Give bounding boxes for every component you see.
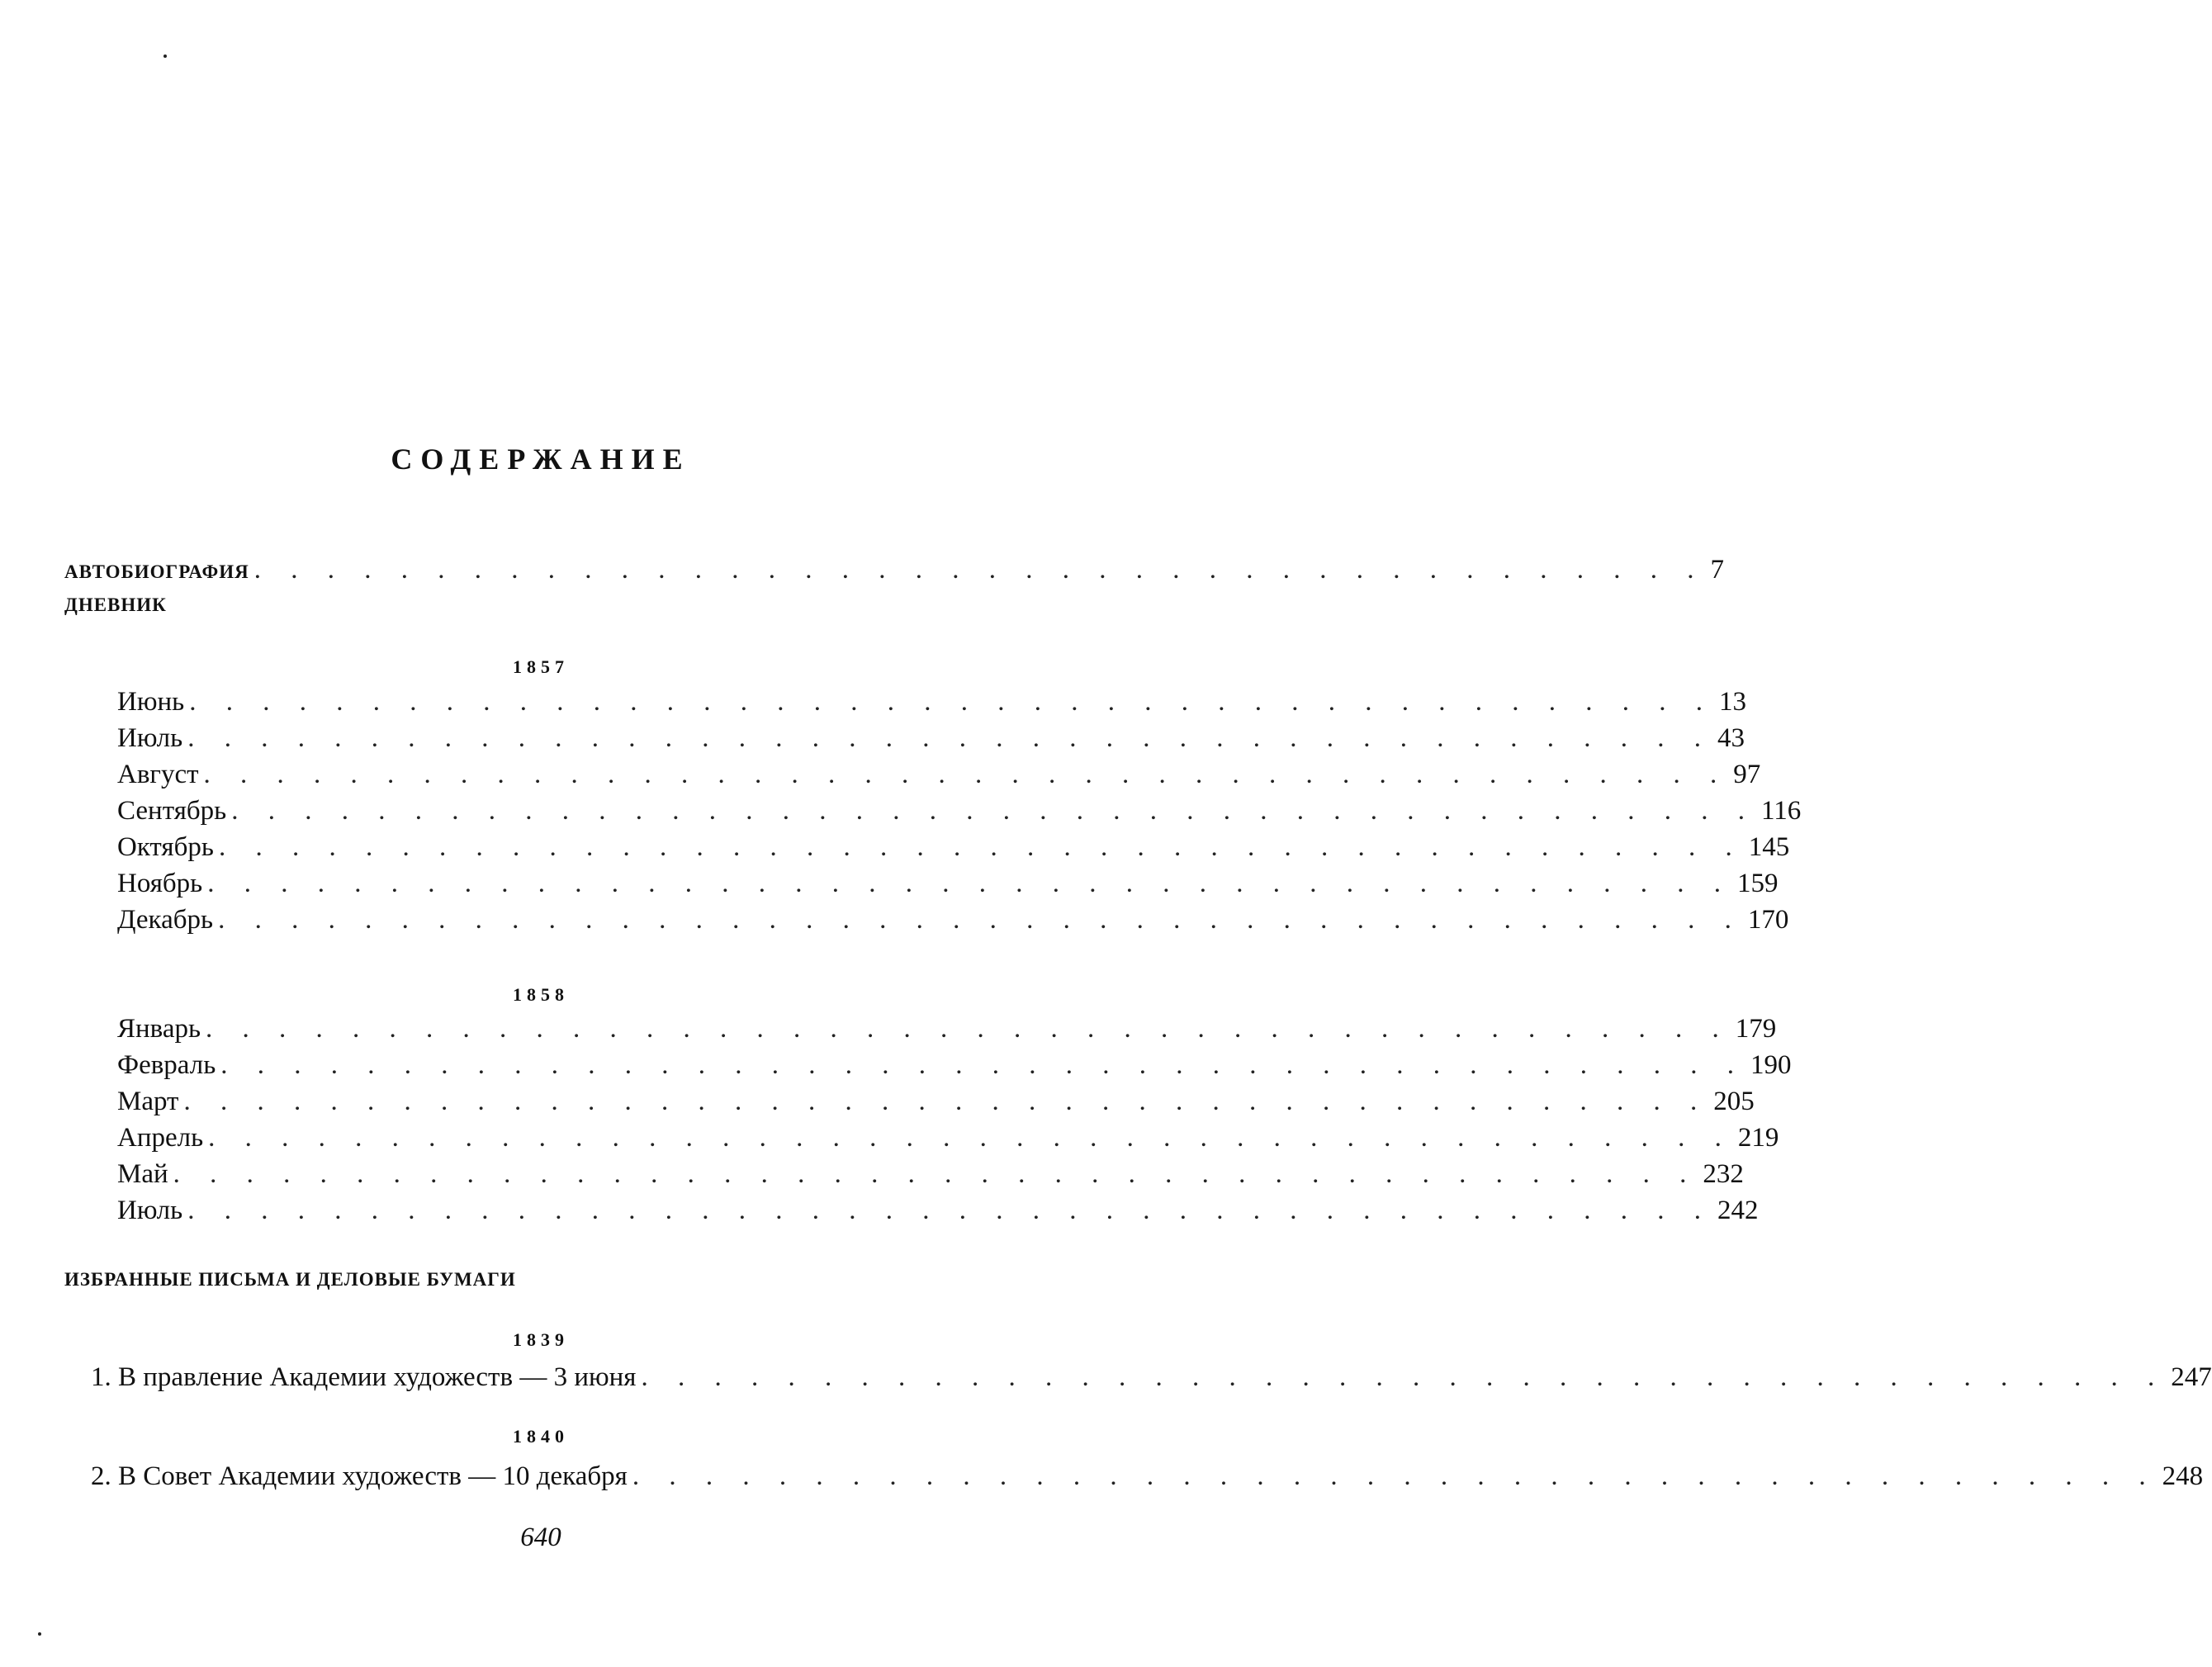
page-number: 170 <box>1747 905 1789 935</box>
toc-entry[interactable] <box>117 1192 1759 1229</box>
entry-label: 1. В правление Академии художеств — 3 июня <box>91 1362 637 1392</box>
page-number: 97 <box>1733 760 1761 789</box>
page-number: 248 <box>2162 1461 2204 1491</box>
toc-entry[interactable] <box>117 793 1802 829</box>
leader-dots: . . . . . . . . . . . . . . . . . . . . . . . . . . . . . . . . . . . . . . . . . . <box>189 687 1714 717</box>
leader-dots: . . . . . . . . . . . . . . . . . . . . . . . . . . . . . . . . . . . . . . . . . . <box>187 723 1712 753</box>
leader-dots: . . . . . . . . . . . . . . . . . . . . . . . . . . . . . . . . . . . . . . . . . . <box>183 1087 1709 1116</box>
page-number: 242 <box>1717 1196 1759 1225</box>
page-number: 205 <box>1713 1087 1755 1116</box>
leader-dots: . . . . . . . . . . . . . . . . . . . . . . . . . . . . . . . . . . . . . . . . . . <box>641 1362 2167 1392</box>
toc-entry[interactable] <box>91 1359 2212 1395</box>
page-number: 145 <box>1748 832 1790 862</box>
page-number: 7 <box>1710 555 1724 585</box>
page-number: 116 <box>1760 796 1802 826</box>
print-speck <box>38 1632 41 1636</box>
page-number: 179 <box>1735 1014 1777 1044</box>
section-heading-letters: ИЗБРАННЫЕ ПИСЬМА И ДЕЛОВЫЕ БУМАГИ <box>64 1269 516 1290</box>
entry-label: Апрель <box>117 1123 204 1153</box>
entry-label: Май <box>117 1159 168 1189</box>
leader-dots: . . . . . . . . . . . . . . . . . . . . . . . . . . . . . . . . . . . . . . . . . . <box>218 832 1744 862</box>
leader-dots: . . . . . . . . . . . . . . . . . . . . . . . . . . . . . . . . . . . . . . . . . . <box>206 1014 1731 1044</box>
leader-dots: . . . . . . . . . . . . . . . . . . . . . . . . . . . . . . . . . . . . . . . . . . <box>208 1123 1733 1153</box>
toc-entry[interactable] <box>117 1083 1755 1120</box>
page-number: 247 <box>2171 1362 2212 1392</box>
entry-label: Июль <box>117 723 183 753</box>
toc-entry[interactable] <box>117 1120 1779 1156</box>
leader-dots: . . . . . . . . . . . . . . . . . . . . . . . . . . . . . . . . . . . . . . . . . . <box>220 1050 1746 1080</box>
toc-entry[interactable] <box>117 1156 1744 1192</box>
toc-entry[interactable] <box>117 756 1761 793</box>
page-title: СОДЕРЖАНИЕ <box>391 443 691 476</box>
page-number: 43 <box>1717 723 1745 753</box>
leader-dots: . . . . . . . . . . . . . . . . . . . . . . . . . . . . . . . . . . . . . . . . . . <box>218 905 1743 935</box>
year-heading: 1839 <box>513 1329 569 1350</box>
entry-label: Сентябрь <box>117 796 227 826</box>
entry-label: Ноябрь <box>117 869 203 898</box>
toc-entry[interactable] <box>117 720 1745 756</box>
section-label: АВТОБИОГРАФИЯ <box>64 561 249 582</box>
page-number: 219 <box>1737 1123 1779 1153</box>
leader-dots: . . . . . . . . . . . . . . . . . . . . . . . . . . . . . . . . . . . . . . . . . . <box>203 760 1729 789</box>
entry-label: Июль <box>117 1196 183 1225</box>
page-number: 232 <box>1703 1159 1744 1189</box>
page-number: 159 <box>1736 869 1779 898</box>
section-heading-diary: ДНЕВНИК <box>64 594 167 615</box>
leader-dots: . . . . . . . . . . . . . . . . . . . . . . . . . . . . . . . . . . . . . . . . . . <box>231 796 1756 826</box>
toc-entry[interactable] <box>117 902 1789 938</box>
toc-entry[interactable] <box>117 1047 1792 1083</box>
entry-label: Июнь <box>117 687 185 717</box>
toc-entry[interactable] <box>117 865 1779 902</box>
year-heading: 1840 <box>513 1426 569 1447</box>
entry-label: 2. В Совет Академии художеств — 10 декабря <box>91 1461 628 1491</box>
entry-label: Март <box>117 1087 179 1116</box>
page-number: 190 <box>1750 1050 1792 1080</box>
print-speck <box>163 54 167 58</box>
entry-label: Январь <box>117 1014 201 1044</box>
toc-entry[interactable] <box>117 1011 1777 1047</box>
toc-entry-autobiography[interactable] <box>64 552 1724 588</box>
entry-label: Октябрь <box>117 832 214 862</box>
entry-label: Февраль <box>117 1050 216 1080</box>
page-number: 13 <box>1718 687 1746 717</box>
leader-dots: . . . . . . . . . . . . . . . . . . . . . . . . . . . . . . . . . . . . . . . . . . <box>187 1196 1712 1225</box>
page-number-footer: 640 <box>520 1523 561 1552</box>
leader-dots: . . . . . . . . . . . . . . . . . . . . . . . . . . . . . . . . . . . . . . . . <box>253 555 1706 585</box>
leader-dots: . . . . . . . . . . . . . . . . . . . . . . . . . . . . . . . . . . . . . . . . . . <box>173 1159 1698 1189</box>
toc-entry[interactable] <box>91 1458 2204 1494</box>
entry-label: Декабрь <box>117 905 214 935</box>
toc-entry[interactable] <box>117 829 1790 865</box>
entry-label: Август <box>117 760 199 789</box>
leader-dots: . . . . . . . . . . . . . . . . . . . . . . . . . . . . . . . . . . . . . . . . . . <box>632 1461 2158 1491</box>
year-heading: 1857 <box>513 656 569 677</box>
leader-dots: . . . . . . . . . . . . . . . . . . . . . . . . . . . . . . . . . . . . . . . . . . <box>207 869 1732 898</box>
year-heading: 1858 <box>513 984 569 1005</box>
toc-entry[interactable] <box>117 684 1746 720</box>
